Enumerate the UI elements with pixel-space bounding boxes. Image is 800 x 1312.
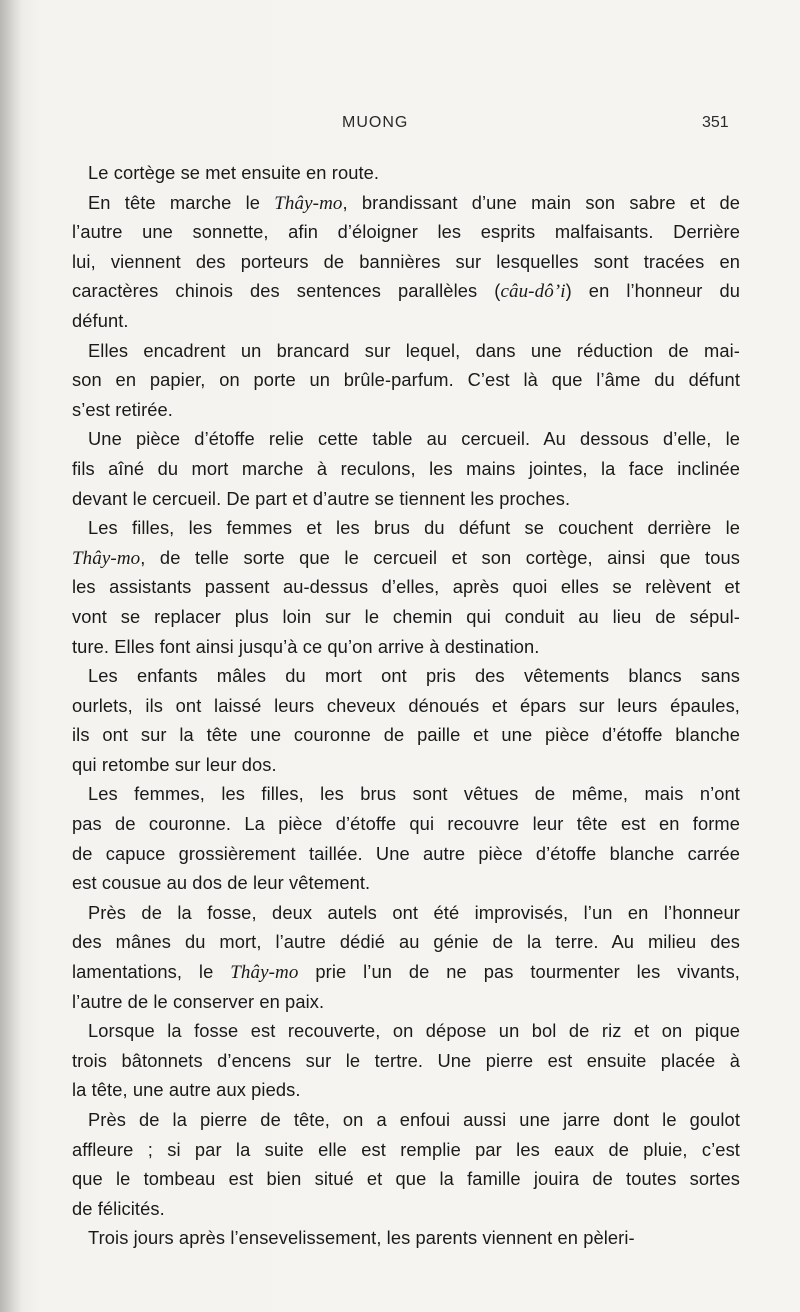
text-segment: qui retombe sur leur dos. [72,753,277,775]
text-segment: que le tombeau est bien situé et que la famille jouira de toutes sortes [72,1168,740,1190]
text-line [72,543,740,573]
text-segment: vont se replacer plus loin sur le chemin qui conduit au lieu de sépul- [72,605,740,627]
text-segment: , brandissant d’une main son sabre et de [342,191,740,213]
text-line [72,987,740,1017]
text-line [72,217,740,247]
body-text [72,158,740,1253]
text-segment: affleure ; si par la suite elle est remplie par les eaux de pluie, c’est [72,1138,740,1160]
text-segment: s’est retirée. [72,398,173,420]
italic-term: Thây-mo [230,962,299,984]
text-line [72,454,740,484]
text-line [72,424,740,454]
text-line [72,276,740,306]
text-segment: Les enfants mâles du mort ont pris des vêtements blancs sans [88,665,740,687]
text-segment: Près de la pierre de tête, on a enfoui aussi une jarre dont le goulot [88,1109,740,1130]
text-line [72,1105,740,1135]
text-line [72,365,740,395]
text-line [72,809,740,839]
text-segment: pas de couronne. La pièce d’étoffe qui recouvre leur tête est en forme [72,813,740,835]
text-line [72,1075,740,1105]
text-line [72,779,740,809]
text-segment: l’autre de le conserver en paix. [72,990,325,1012]
text-segment: trois bâtonnets d’encens sur le tertre. Une pierre est ensuite placée à [72,1049,740,1071]
text-line [72,1164,740,1194]
italic-term: câu-dô’i [500,281,566,303]
text-segment: Elles encadrent un brancard sur lequel, dans une réduction de mai- [88,339,740,361]
text-segment: devant le cercueil. De part et d’autre se tiennent les proches. [72,487,571,509]
text-line [72,395,740,425]
text-line [72,691,740,721]
text-segment: des mânes du mort, l’autre dédié au génie de la terre. Au milieu des [72,931,740,953]
text-line [72,1016,740,1046]
text-line [72,868,740,898]
text-line [72,1194,740,1224]
header-title: MUONG [342,114,409,131]
text-segment: Les filles, les femmes et les brus du défunt se couchent derrière le [88,517,740,539]
text-line [72,158,740,188]
text-segment: ) en l’honneur du [565,280,740,302]
text-segment: de capuce grossièrement taillée. Une autre pièce d’étoffe blanche carrée [72,842,740,864]
text-segment: En tête marche le [88,191,275,213]
text-segment: fils aîné du mort marche à reculons, les mains jointes, la face inclinée [72,457,740,479]
page-edge-shadow [0,0,22,1312]
text-segment: Trois jours après l’ensevelissement, les parents viennent en pèleri- [88,1227,635,1249]
text-segment: de félicités. [72,1197,165,1219]
text-segment: la tête, une autre aux pieds. [72,1079,301,1101]
text-segment: Le cortège se met ensuite en route. [88,162,380,183]
text-segment: lamentations, le [72,961,231,983]
text-line [72,720,740,750]
text-line [72,661,740,691]
text-segment: défunt. [72,309,129,331]
text-line [72,1135,740,1165]
italic-term: Thây-mo [274,192,343,214]
text-line [72,632,740,662]
text-segment: Une pièce d’étoffe relie cette table au cercueil. Au dessous d’elle, le [88,428,740,450]
text-segment: caractères chinois des sentences parallèles ( [72,280,501,302]
text-segment: Lorsque la fosse est recouverte, on dépose un bol de riz et on pique [88,1020,740,1042]
text-line [72,247,740,277]
page-number: 351 [702,114,729,131]
running-head [0,114,800,144]
text-line [72,513,740,543]
text-segment: est cousue au dos de leur vêtement. [72,872,371,894]
text-segment: ourlets, ils ont laissé leurs cheveux dénoués et épars sur leurs épaules, [72,694,740,716]
text-segment: l’autre une sonnette, afin d’éloigner les esprits malfaisants. Derrière [72,221,740,243]
text-segment: , de telle sorte que le cercueil et son cortège, ainsi que tous [140,546,740,568]
italic-term: Thây-mo [72,547,141,569]
text-line [72,306,740,336]
text-line [72,750,740,780]
text-line [72,839,740,869]
text-segment: Les femmes, les filles, les brus sont vêtues de même, mais n’ont [88,783,740,805]
text-segment: les assistants passent au-dessus d’elles, après quoi elles se relèvent et [72,576,740,598]
text-line [72,336,740,366]
text-segment: lui, viennent des porteurs de bannières sur lesquelles sont tracées en [72,250,740,272]
text-segment: son en papier, on porte un brûle-parfum. C’est là que l’âme du défunt [72,369,740,391]
text-segment: Près de la fosse, deux autels ont été improvisés, l’un en l’honneur [88,901,740,923]
text-line [72,602,740,632]
text-line [72,957,740,987]
text-line [72,927,740,957]
text-line [72,188,740,218]
text-segment: ils ont sur la tête une couronne de paille et une pièce d’étoffe blanche [72,724,740,746]
text-segment: prie l’un de ne pas tourmenter les vivants, [298,961,740,983]
text-segment: ture. Elles font ainsi jusqu’à ce qu’on arrive à destination. [72,635,540,657]
text-line [72,1223,740,1253]
text-line [72,1046,740,1076]
text-line [72,484,740,514]
text-line [72,572,740,602]
text-line [72,898,740,928]
